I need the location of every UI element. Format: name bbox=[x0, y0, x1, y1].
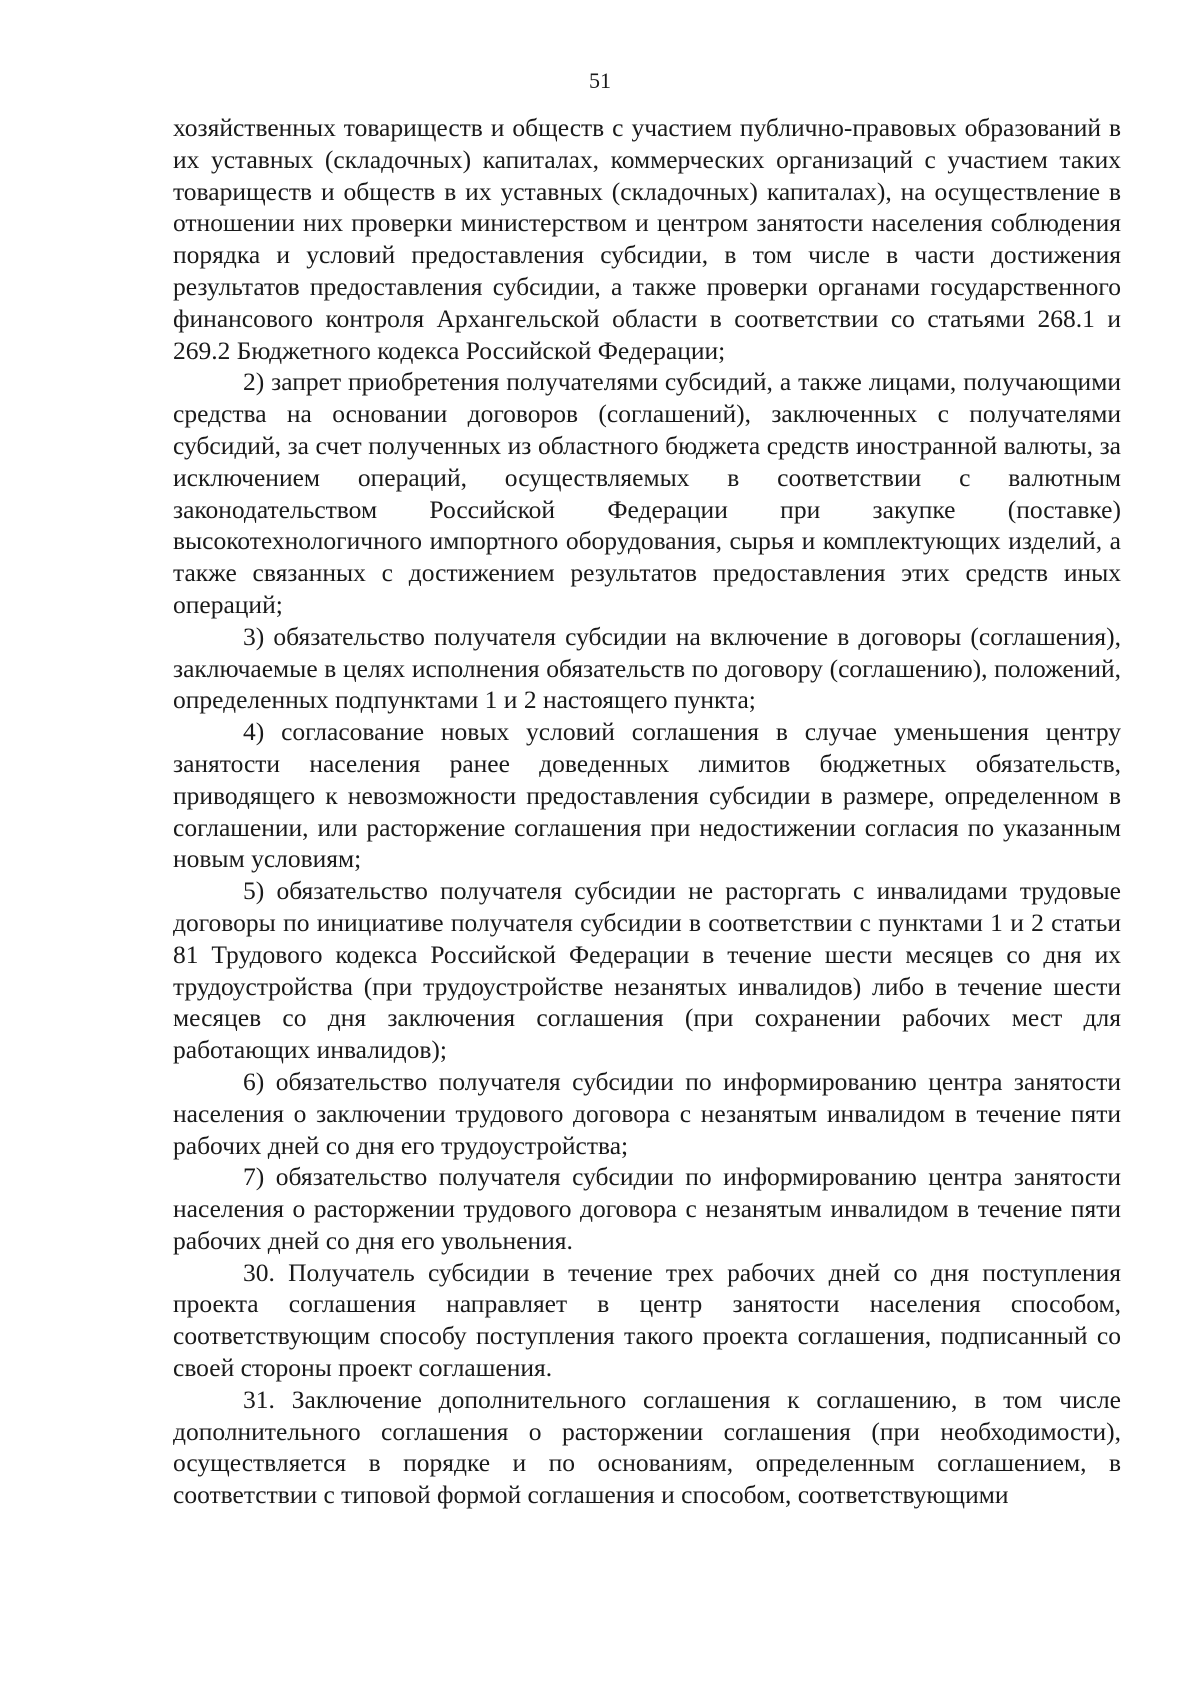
clause-30: 30. Получатель субсидии в течение трех рабочих дней со дня поступления проекта соглашения направляет в центр занятости населения способом, соответствующим способу поступления такого проекта соглашения, подписанный со своей стороны проект соглашения. bbox=[173, 1257, 1121, 1383]
paragraph-continuation: хозяйственных товариществ и обществ с участием публично-правовых образований в их уставных (складочных) капиталах, коммерческих организаций с участием таких товариществ и обществ в их уставных (складочных) капиталах), на осуществление в отношении них проверки министерством и центром занятости населения соблюдения порядка и условий предоставления субсидии, в том числе в части достижения результатов предоставления субсидии, а также проверки органами государственного финансового контроля Архангельской области в соответствии со статьями 268.1 и 269.2 Бюджетного кодекса Российской Федерации; bbox=[173, 113, 1121, 365]
document-body bbox=[173, 112, 1121, 1511]
list-item-2: 2) запрет приобретения получателями субсидий, а также лицами, получающими средства на основании договоров (соглашений), заключенных с получателями субсидий, за счет полученных из областного бюджета средств иностранной валюты, за исключением операций, осуществляемых в соответствии с валютным законодательством Российской Федерации при закупке (поставке) высокотехнологичного импортного оборудования, сырья и комплектующих изделий, а также связанных с достижением результатов предоставления этих средств иных операций; bbox=[173, 367, 1121, 619]
page-number: 51 bbox=[589, 68, 611, 93]
list-item-5: 5) обязательство получателя субсидии не расторгать с инвалидами трудовые договоры по инициативе получателя субсидии в соответствии с пунктами 1 и 2 статьи 81 Трудового кодекса Российской Федерации в течение шести месяцев со дня их трудоустройства (при трудоустройстве незанятых инвалидов) либо в течение шести месяцев со дня заключения соглашения (при сохранении рабочих мест для работающих инвалидов); bbox=[173, 876, 1121, 1065]
list-item-4: 4) согласование новых условий соглашения в случае уменьшения центру занятости населения ранее доведенных лимитов бюджетных обязательств, приводящего к невозможности предоставления субсидии в размере, определенном в соглашении, или расторжение соглашения при недостижении согласия по указанным новым условиям; bbox=[173, 717, 1121, 874]
list-item-7: 7) обязательство получателя субсидии по информированию центра занятости населения о расторжении трудового договора с незанятым инвалидом в течение пяти рабочих дней со дня его увольнения. bbox=[173, 1162, 1121, 1255]
list-item-3: 3) обязательство получателя субсидии на включение в договоры (соглашения), заключаемые в целях исполнения обязательств по договору (соглашению), положений, определенных подпунктами 1 и 2 настоящего пункта; bbox=[173, 621, 1121, 715]
list-item-6: 6) обязательство получателя субсидии по информированию центра занятости населения о заключении трудового договора с незанятым инвалидом в течение пяти рабочих дней со дня его трудоустройства; bbox=[173, 1066, 1121, 1160]
clause-31: 31. Заключение дополнительного соглашения к соглашению, в том числе дополнительного соглашения о расторжении соглашения (при необходимости), осуществляется в порядке и по основаниям, определенным соглашением, в соответствии с типовой формой соглашения и способом, соответствующими bbox=[173, 1384, 1121, 1510]
